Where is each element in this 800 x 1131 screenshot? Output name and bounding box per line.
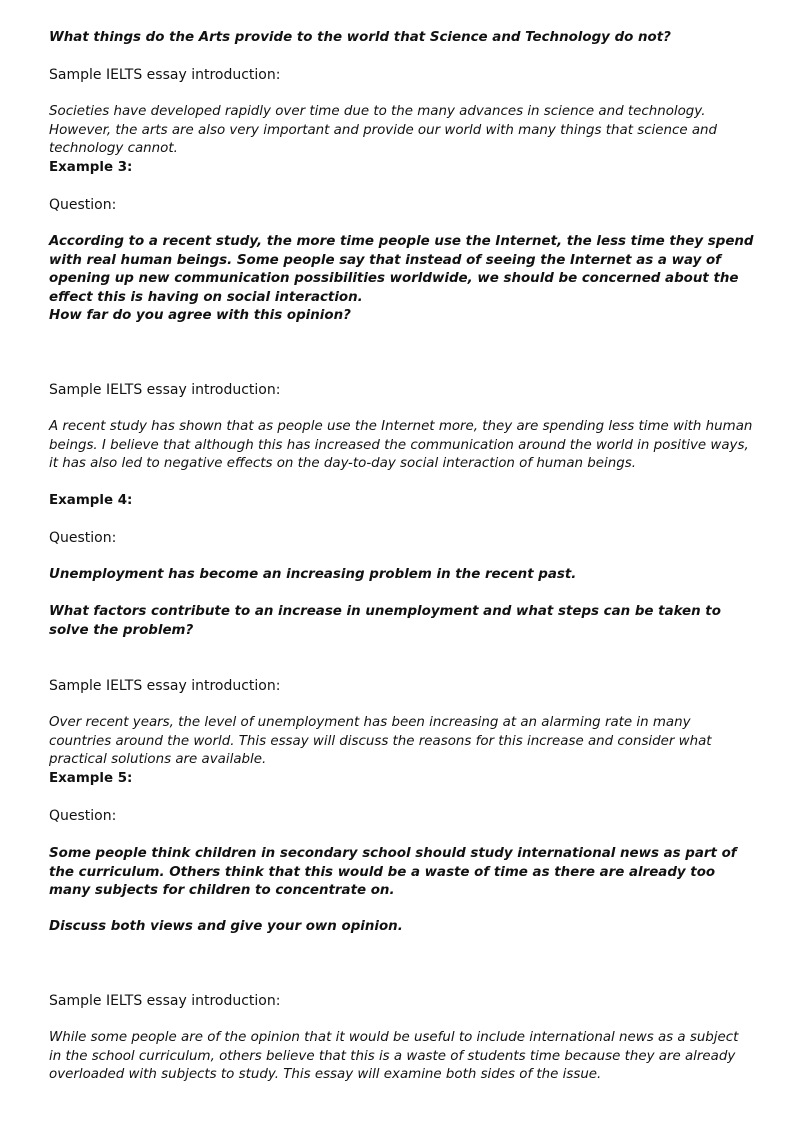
sample-introduction-text: A recent study has shown that as people use the Internet more, they are spending less time with human beings. I believe that although this has increased the communication around the world in positive ways, it has also led to negative effects on the day-to-day social interaction of human beings. <box>49 419 753 472</box>
sample-introduction-label: Sample IELTS essay introduction: <box>49 382 281 398</box>
sample-introduction-label: Sample IELTS essay introduction: <box>49 678 281 694</box>
sample-introduction-text: While some people are of the opinion that it would be useful to include international news as a subject in the school curriculum, others believe that this is a waste of students time because they are already overloaded with subjects to study. This essay will examine both sides of the issue. <box>49 1030 739 1083</box>
question-example-2: What things do the Arts provide to the world that Science and Technology do not? <box>49 30 671 45</box>
question-label: Question: <box>49 808 117 824</box>
example-heading: Example 4: <box>49 493 133 508</box>
question-text: According to a recent study, the more time people use the Internet, the less time they spend with real human beings. Some people say that instead of seeing the Internet as a way of opening up new communication possibilities worldwide, we should be concerned about the effect this is having on social interaction. <box>49 234 754 305</box>
sample-introduction-label: Sample IELTS essay introduction: <box>49 67 281 83</box>
question-label: Question: <box>49 197 117 213</box>
sample-introduction-text: Societies have developed rapidly over time due to the many advances in science and technology. However, the arts are also very important and provide our world with many things that science and technology cannot. <box>49 104 718 157</box>
question-prompt: Discuss both views and give your own opinion. <box>49 919 403 934</box>
example-heading: Example 3: <box>49 160 133 175</box>
question-prompt: How far do you agree with this opinion? <box>49 308 351 323</box>
sample-introduction-label: Sample IELTS essay introduction: <box>49 993 281 1009</box>
question-prompt: What factors contribute to an increase in unemployment and what steps can be taken to solve the problem? <box>49 604 721 638</box>
question-label: Question: <box>49 530 117 546</box>
sample-introduction-text: Over recent years, the level of unemployment has been increasing at an alarming rate in many countries around the world. This essay will discuss the reasons for this increase and consider what practical solutions are available. <box>49 715 712 768</box>
question-text: Unemployment has become an increasing problem in the recent past. <box>49 567 577 582</box>
question-text: Some people think children in secondary school should study international news as part of the curriculum. Others think that this would be a waste of time as there are already too many subjects for children to concentrate on. <box>49 846 737 899</box>
example-heading: Example 5: <box>49 771 133 786</box>
